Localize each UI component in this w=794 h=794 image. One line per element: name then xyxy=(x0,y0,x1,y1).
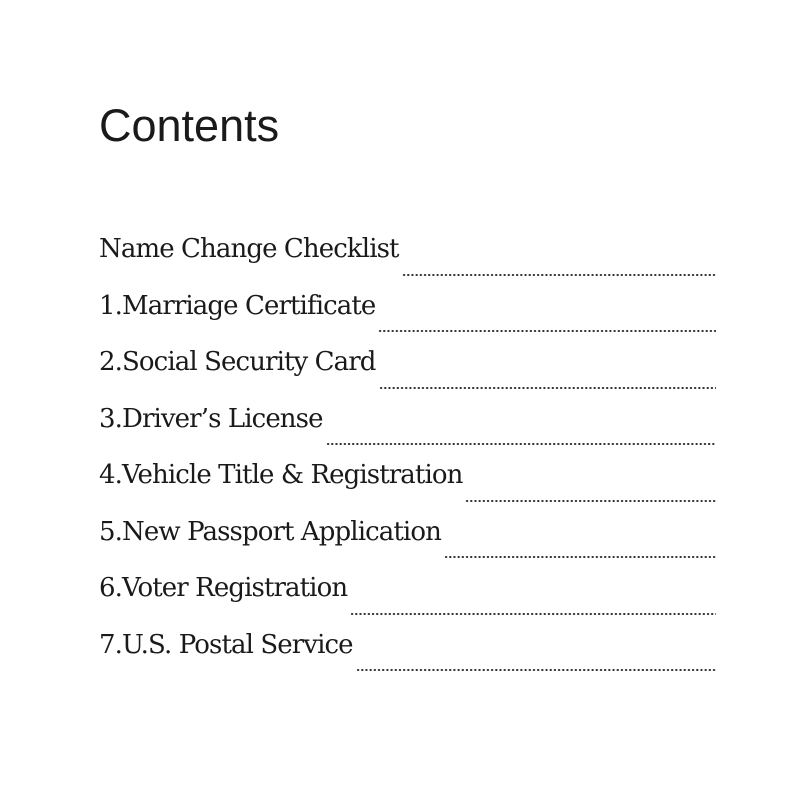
dot-leader xyxy=(402,273,716,277)
toc-entry-drivers-license[interactable] xyxy=(99,404,716,461)
toc-entry-marriage-certificate[interactable] xyxy=(99,291,716,348)
toc-entry-us-postal-service[interactable] xyxy=(99,630,716,687)
toc-entry-label: 2.Social Security Card xyxy=(99,347,376,377)
toc-entry-new-passport-application[interactable] xyxy=(99,517,716,574)
toc-entry-label: 4.Vehicle Title & Registration xyxy=(99,460,463,490)
dot-leader xyxy=(444,555,716,559)
dot-leader xyxy=(326,442,716,446)
contents-title: Contents xyxy=(99,100,280,151)
toc-entry-label: Name Change Checklist xyxy=(99,234,399,264)
toc-entry-voter-registration[interactable] xyxy=(99,573,716,630)
toc-entry-label: 1.Marriage Certificate xyxy=(99,290,376,321)
dot-leader xyxy=(356,668,716,672)
table-of-contents xyxy=(99,234,716,686)
toc-entry-label: 7.U.S. Postal Service xyxy=(99,629,353,660)
toc-entry-label: 3.Driver’s License xyxy=(99,403,323,434)
toc-entry-label: 5.New Passport Application xyxy=(99,516,441,547)
toc-entry-name-change-checklist[interactable] xyxy=(99,234,716,291)
dot-leader xyxy=(350,612,716,616)
toc-entry-social-security-card[interactable] xyxy=(99,347,716,404)
toc-entry-label: 6.Voter Registration xyxy=(99,573,348,603)
dot-leader xyxy=(378,329,716,333)
dot-leader xyxy=(379,386,716,390)
toc-entry-vehicle-title-registration[interactable] xyxy=(99,460,716,517)
dot-leader xyxy=(465,499,716,503)
